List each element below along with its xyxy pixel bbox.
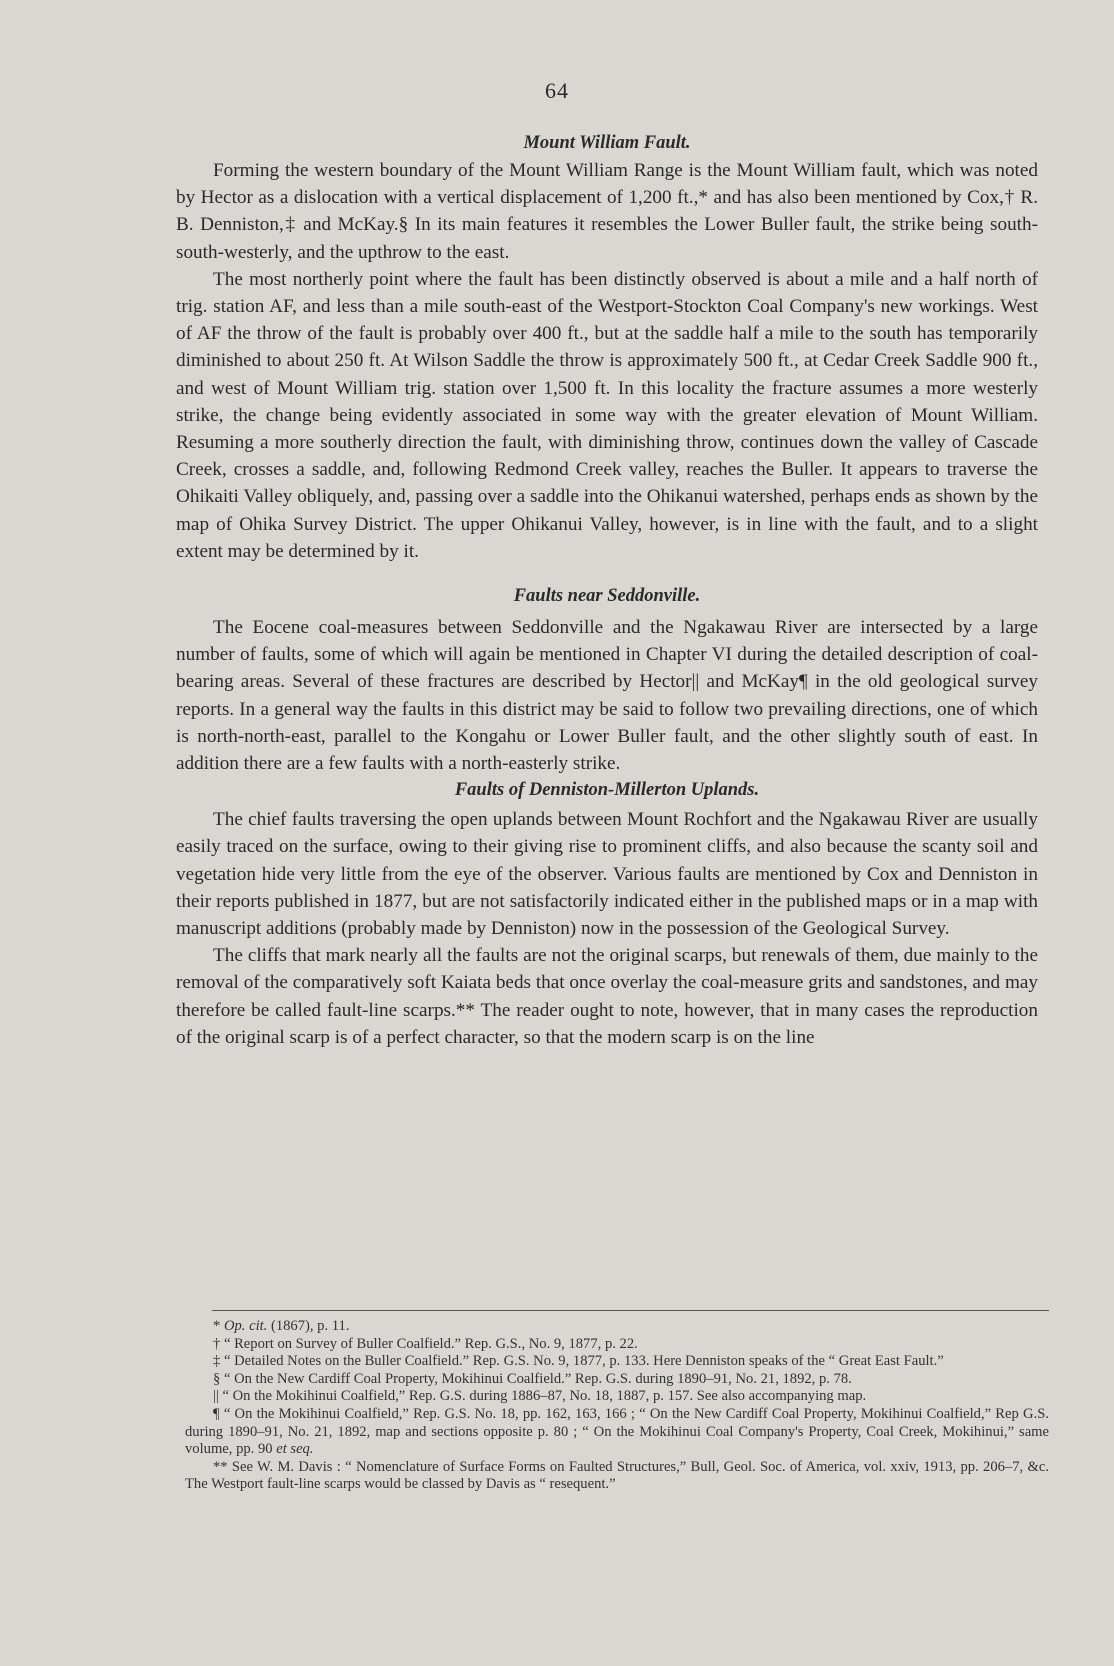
footnote-italic: et seq.: [276, 1441, 314, 1458]
footnote: § “ On the New Cardiff Coal Property, Mokihinui Coalfield.” Rep. G.S. during 1890–91, No. 21, 1892, p. 78.: [213, 1370, 852, 1387]
footnote-text: (1867), p. 11.: [267, 1318, 350, 1334]
footnote: ** See W. M. Davis : “ Nomenclature of Surface Forms on Faulted Structures,” Bull, Geol. Soc. of America, vol. xxiv, 1913, pp. 206–7, &c. The Westport fault-line scarps would be classed by Davis as “ resequent.”: [185, 1458, 1049, 1493]
footnote: [185, 1406, 1049, 1459]
footnote-italic: Op. cit.: [223, 1318, 268, 1334]
page-number: 64: [545, 78, 569, 103]
footnote-mark: *: [213, 1318, 224, 1334]
section-heading-mount-william-fault: Mount William Fault.: [523, 133, 691, 153]
paragraph: The cliffs that mark nearly all the faults are not the original scarps, but renewals of them, due mainly to the removal of the comparatively soft Kaiata beds that once overlay the coal-measure grits and sandstones, and may therefore be called fault-line scarps.** The reader ought to note, however, that in many cases the reproduction of the original scarp is of a perfect character, so that the modern scarp is on the line: [176, 945, 1038, 1048]
paragraph: The Eocene coal-measures between Seddonville and the Ngakawau River are intersected by a large number of faults, some of which will again be mentioned in Chapter VI during the detailed description of coal-bearing areas. Several of these fractures are described by Hector|| and McKay¶ in the old geological survey reports. In a general way the faults in this district may be said to follow two prevailing directions, one of which is north-north-east, parallel to the Kongahu or Lower Buller fault, and the other slightly south of east. In addition there are a few faults with a north-easterly strike.: [176, 617, 1038, 775]
paragraph: Forming the western boundary of the Mount William Range is the Mount William fault, which was noted by Hector as a dislocation with a vertical displacement of 1,200 ft.,* and has also been mentioned by Cox,† R. B. Denniston,‡ and McKay.§ In its main features it resembles the Lower Buller fault, the strike being south-south-westerly, and the upthrow to the east.: [176, 160, 1038, 263]
paragraph: The chief faults traversing the open uplands between Mount Rochfort and the Ngakawau River are usually easily traced on the surface, owing to their giving rise to prominent cliffs, and also because the scanty soil and vegetation hide very little from the eye of the observer. Various faults are mentioned by Cox and Denniston in their reports published in 1877, but are not satisfactorily indicated either in the published maps or in a map with manuscript additions (probably made by Denniston) now in the possession of the Geological Survey.: [176, 809, 1038, 940]
section-heading-faults-of-denniston-millerton-uplands: Faults of Denniston-Millerton Uplands.: [454, 780, 760, 801]
footnote: ‡ “ Detailed Notes on the Buller Coalfield.” Rep. G.S. No. 9, 1877, p. 133. Here Denniston speaks of the “ Great East Fault.”: [213, 1353, 944, 1370]
paragraph: The most northerly point where the fault has been distinctly observed is about a mile and a half north of trig. station AF, and less than a mile south-east of the Westport-Stockton Coal Company's new workings. West of AF the throw of the fault is probably over 400 ft., but at the saddle half a mile to the south has temporarily diminished to about 250 ft. At Wilson Saddle the throw is approximately 500 ft., at Cedar Creek Saddle 900 ft., and west of Mount William trig. station over 1,500 ft. In this locality the fracture assumes a more westerly strike, the change being evidently associated in some way with the greater elevation of Mount William. Resuming a more southerly direction the fault, with diminishing throw, continues down the valley of Cascade Creek, crosses a saddle, and, following Redmond Creek valley, reaches the Buller. It appears to traverse the Ohikaiti Valley obliquely, and, passing over a saddle into the Ohikanui watershed, perhaps ends as shown by the map of Ohika Survey District. The upper Ohikanui Valley, however, is in line with the fault, and to a slight extent may be determined by it.: [176, 268, 1038, 562]
footnote: † “ Report on Survey of Buller Coalfield.” Rep. G.S., No. 9, 1877, p. 22.: [213, 1335, 638, 1352]
footnote-divider: [212, 1310, 1049, 1311]
body-text: [176, 130, 1038, 1051]
section-heading-faults-near-seddonville: Faults near Seddonville.: [513, 586, 701, 607]
footnote-text: ¶ “ On the Mokihinui Coalfield,” Rep. G.S. No. 18, pp. 162, 163, 166 ; “ On the New Cardiff Coal Property, Mokihinui Coalfield,” Rep G.S. during 1890–91, No. 21, 1892, map and sections opposite p. 80 ; “ On the Mokihinui Coal Company's Property, Coal Creek, Mokihinui,” same volume, pp. 90: [185, 1405, 1049, 1458]
footnote: [185, 1318, 1049, 1336]
footnotes: [185, 1318, 1049, 1494]
footnote: || “ On the Mokihinui Coalfield,” Rep. G.S. during 1886–87, No. 18, 1887, p. 157. See also accompanying map.: [213, 1388, 867, 1405]
